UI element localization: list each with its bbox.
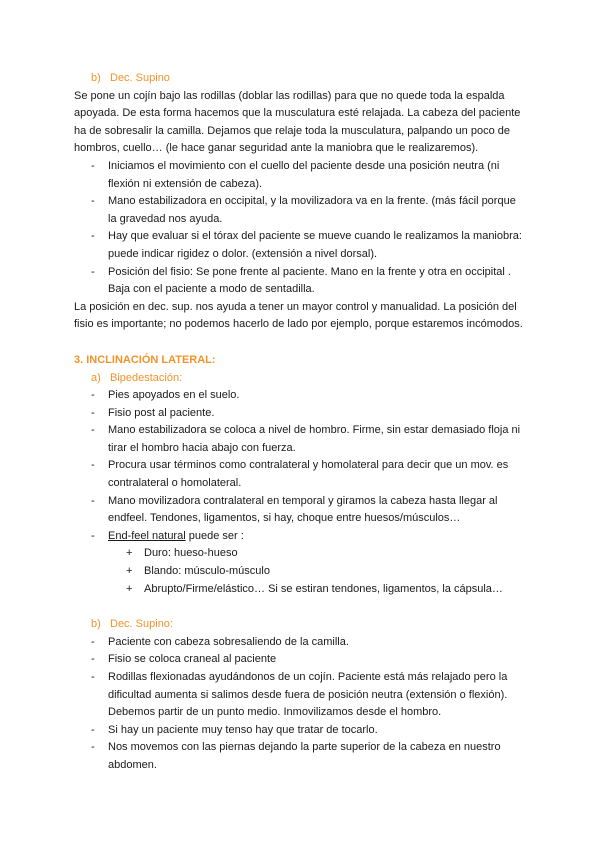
list-item: - Si hay un paciente muy tenso hay que tratar de tocarlo.	[74, 722, 526, 740]
dash-list-bipedestacion	[74, 387, 526, 598]
section-title-inclinacion-lateral: 3. INCLINACIÓN LATERAL:	[74, 353, 216, 366]
list-item: - Fisio post al paciente.	[74, 405, 526, 423]
dash-bullet: -	[91, 529, 95, 542]
dash-bullet: -	[91, 265, 95, 278]
subsection-title: Dec. Supino:	[110, 618, 173, 631]
subsection-heading-b-supino-2	[74, 616, 526, 634]
dash-bullet: -	[91, 635, 95, 648]
paragraph-intro: Se pone un cojín bajo las rodillas (doblar las rodillas) para que no quede toda la espalda apoyada. De esta forma hacemos que la musculatura esté relajada. La cabeza del paciente ha de sobresalir la camilla. Dejamos que relaje toda la musculatura, palpando un poco de hombros, cuello… (le hace ganar seguridad ante la maniobra que le realizaremos).	[74, 89, 521, 155]
document-page	[74, 70, 526, 775]
endfeel-term: End-feel natural	[108, 529, 186, 542]
dash-bullet: -	[91, 159, 95, 172]
subsection-title: Bipedestación:	[110, 371, 183, 384]
subsection-heading-a-bipedestacion	[74, 370, 526, 388]
list-item: - Mano movilizadora contralateral en temporal y giramos la cabeza hasta llegar al endfeel. Tendones, ligamentos, si hay, choque entre huesos/músculos…	[91, 494, 498, 525]
list-item: + Blando: músculo-músculo	[74, 563, 526, 581]
dash-bullet: -	[91, 195, 95, 208]
list-item: + Abrupto/Firme/elástico… Si se estiran tendones, ligamentos, la cápsula…	[74, 581, 526, 599]
list-item: - Iniciamos el movimiento con el cuello del paciente desde una posición neutra (ni flexión ni extensión de cabeza).	[91, 159, 500, 190]
subsection-letter: a)	[91, 371, 101, 384]
list-item: - Posición del fisio: Se pone frente al paciente. Mano en la frente y otra en occipital . Baja con el paciente a modo de sentadilla.	[91, 265, 511, 296]
dash-bullet: -	[91, 723, 95, 736]
subsection-letter: b)	[91, 618, 101, 631]
plus-bullet: +	[126, 565, 133, 578]
dash-bullet: -	[91, 424, 95, 437]
list-item-endfeel: - End-feel natural puede ser : + Duro: hueso-hueso + Blando: músculo-músculo + Abrupto/Firme/elástico… Si se estiran tendones, ligamentos, la cápsula…	[74, 528, 526, 598]
list-item: - Pies apoyados en el suelo.	[74, 387, 526, 405]
list-item: - Mano estabilizadora se coloca a nivel de hombro. Firme, sin estar demasiado floja ni tirar el hombro hacia abajo con fuerza.	[91, 424, 521, 454]
subsection-heading-b-supino	[74, 70, 526, 88]
dash-bullet: -	[91, 459, 95, 472]
list-item: - Paciente con cabeza sobresaliendo de la camilla.	[74, 634, 526, 652]
list-item: - Fisio se coloca craneal al paciente	[74, 651, 526, 669]
list-item: - Rodillas flexionadas ayudándonos de un cojín. Paciente está más relajado pero la dificultad aumenta si salimos desde fuera de posición neutra (extensión o flexión). Debemos partir de un punto medio. Inmovilizamos desde el hombro.	[91, 671, 508, 719]
dash-bullet: -	[91, 389, 95, 402]
plus-list-endfeel	[74, 545, 526, 598]
dash-list-supino	[74, 158, 526, 299]
list-item: - Nos movemos con las piernas dejando la parte superior de la cabeza en nuestro abdomen.	[91, 741, 501, 771]
dash-bullet: -	[91, 406, 95, 419]
dash-bullet: -	[91, 494, 95, 507]
paragraph-closing: La posición en dec. sup. nos ayuda a tener un mayor control y manualidad. La posición del fisio es importante; no podemos hacerlo de lado por ejemplo, porque estaremos incómodos.	[74, 300, 523, 331]
list-item: - Hay que evaluar si el tórax del paciente se mueve cuando le realizamos la maniobra: puede indicar rigidez o dolor. (extensión a nivel dorsal).	[91, 230, 522, 260]
list-item: - Procura usar términos como contralateral y homolateral para decir que un mov. es contralateral o homolateral.	[91, 459, 509, 490]
plus-bullet: +	[126, 547, 133, 560]
subsection-letter: b)	[91, 72, 101, 84]
list-item: - Mano estabilizadora en occipital, y la movilizadora va en la frente. (más fácil porque la gravedad nos ayuda.	[91, 195, 516, 225]
dash-bullet: -	[91, 230, 95, 243]
subsection-title: Dec. Supino	[110, 72, 170, 84]
dash-bullet: -	[91, 653, 95, 666]
plus-bullet: +	[126, 582, 133, 595]
list-item: + Duro: hueso-hueso	[74, 545, 526, 563]
spacer	[74, 598, 526, 616]
dash-bullet: -	[91, 671, 95, 683]
dash-bullet: -	[91, 741, 95, 754]
dash-list-supino-2	[74, 634, 526, 775]
